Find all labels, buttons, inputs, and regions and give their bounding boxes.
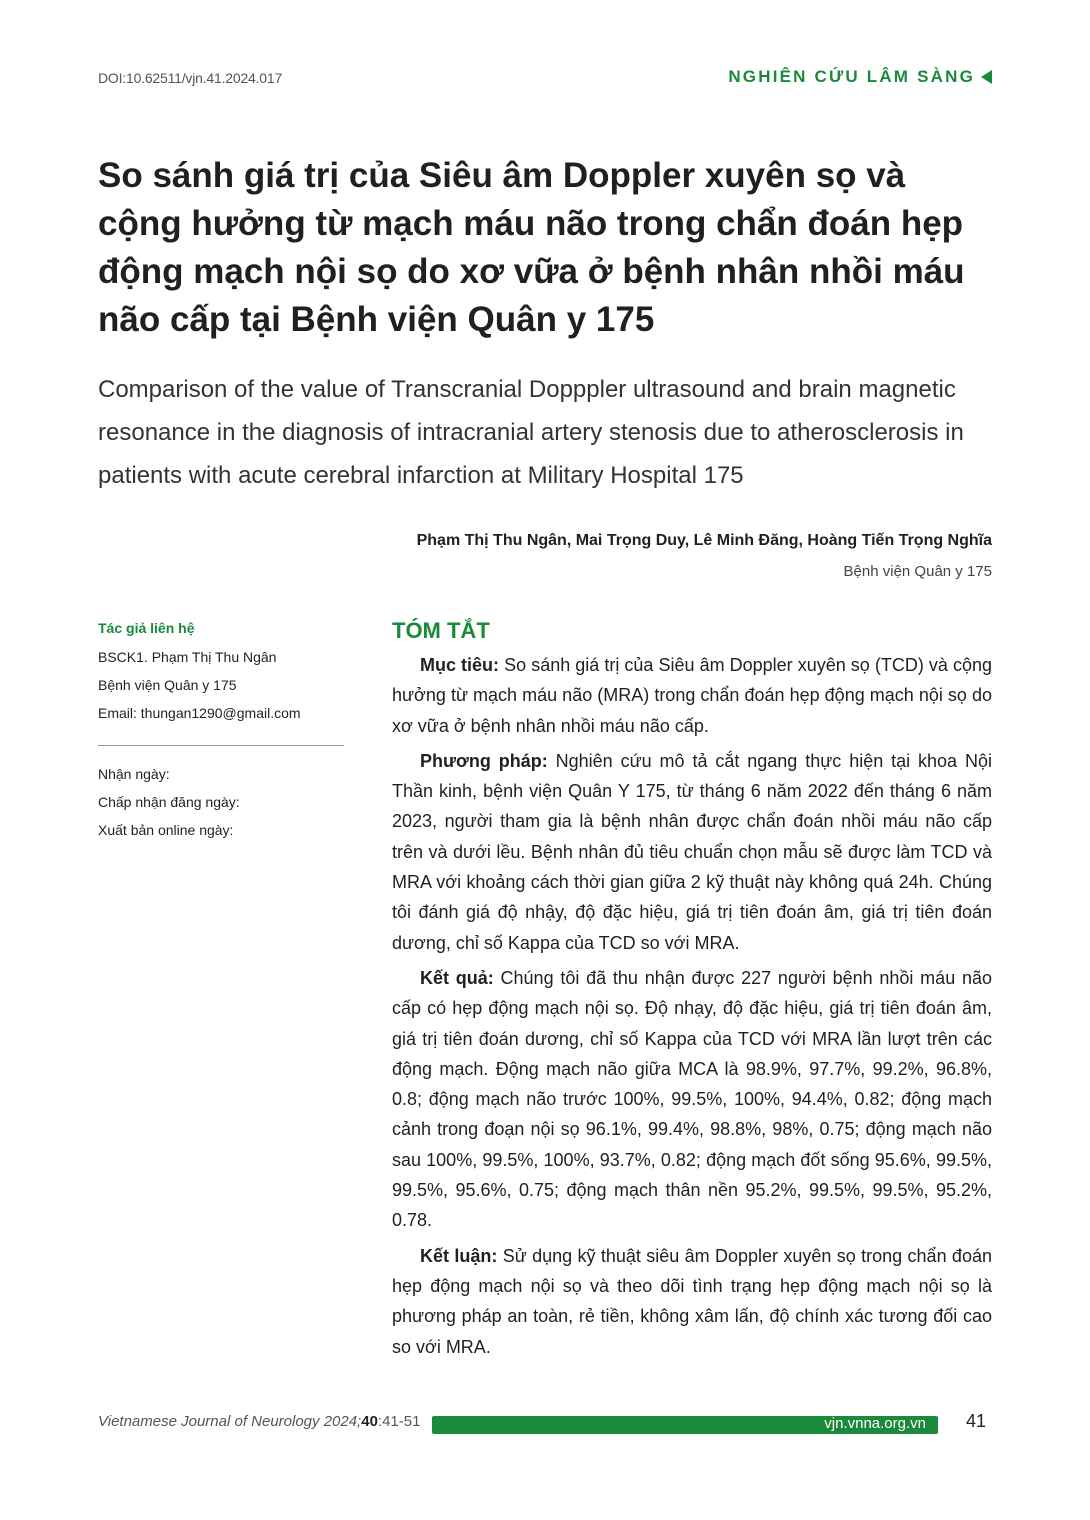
corresponding-author-org: Bệnh viện Quân y 175 [98, 677, 237, 693]
footer-bar [432, 1416, 938, 1434]
abstract-section [392, 618, 992, 1367]
article-info-sidebar [98, 620, 344, 844]
section-label: NGHIÊN CỨU LÂM SÀNG [728, 67, 975, 86]
journal-pages: :41-51 [377, 1413, 421, 1430]
section-tag [728, 67, 992, 87]
journal-name: Vietnamese Journal of Neurology 2024; [98, 1413, 362, 1430]
received-date-label: Nhận ngày: [98, 766, 170, 782]
left-triangle-icon [981, 70, 992, 84]
published-date-label: Xuất bản online ngày: [98, 822, 234, 838]
journal-url-link[interactable]: vjn.vnna.org.vn [824, 1415, 926, 1432]
abstract-objective [392, 650, 992, 741]
abstract-methods [392, 746, 992, 958]
conclusion-label: Kết luận: [420, 1245, 498, 1266]
doi-label: DOI:10.62511/vjn.41.2024.017 [98, 70, 283, 86]
methods-label: Phương pháp: [420, 750, 548, 771]
author-list: Phạm Thị Thu Ngân, Mai Trọng Duy, Lê Minh Đăng, Hoàng Tiến Trọng Nghĩa [416, 532, 992, 549]
author-affiliation: Bệnh viện Quân y 175 [843, 563, 992, 580]
corresponding-author-label: Tác giả liên hệ [98, 620, 195, 636]
corresponding-author-name: BSCK1. Phạm Thị Thu Ngân [98, 649, 277, 665]
accepted-date-label: Chấp nhận đăng ngày: [98, 794, 240, 810]
sidebar-divider [98, 745, 344, 746]
article-title-vietnamese: So sánh giá trị của Siêu âm Doppler xuyên sọ và cộng hưởng từ mạch máu não trong chẩn đoán hẹp động mạch nội sọ do xơ vữa ở bệnh nhân nhồi máu não cấp tại Bệnh viện Quân y 175 [98, 156, 965, 339]
page-number: 41 [966, 1411, 987, 1431]
objective-label: Mục tiêu: [420, 655, 500, 675]
journal-volume: 40 [361, 1413, 378, 1430]
conclusion-text: Sử dụng kỹ thuật siêu âm Doppler xuyên sọ trong chẩn đoán hẹp động mạch nội sọ và theo dõi tình trạng hẹp động mạch nội sọ là phương pháp an toàn, rẻ tiền, không xâm lấn, độ chính xác tương đối cao so với MRA. [392, 1245, 992, 1357]
results-text: Chúng tôi đã thu nhận được 227 người bệnh nhồi máu não cấp có hẹp động mạch nội sọ. Độ nhạy, độ đặc hiệu, giá trị tiên đoán âm, giá trị tiên đoán dương, chỉ số Kappa của TCD với MRA lần lượt trên các động mạch. Động mạch não giữa MCA là 98.9%, 97.7%, 99.2%, 96.8%, 0.8; động mạch não trước 100%, 99.5%, 100%, 94.4%, 0.82; động mạch cảnh trong đoạn nội sọ 96.1%, 99.4%, 98.8%, 98%, 0.75; động mạch não sau 100%, 99.5%, 100%, 93.7%, 0.82; động mạch đốt sống 95.6%, 99.5%, 99.5%, 95.6%, 0.75; động mạch thân nền 95.2%, 99.5%, 99.5%, 95.2%, 0.78. [392, 967, 992, 1231]
corresponding-author-email[interactable]: Email: thungan1290@gmail.com [98, 705, 301, 721]
abstract-results [392, 963, 992, 1236]
methods-text: Nghiên cứu mô tả cắt ngang thực hiện tại khoa Nội Thần kinh, bệnh viện Quân Y 175, từ tháng 6 năm 2022 đến tháng 6 năm 2023, người tham gia là bệnh nhân được chẩn đoán nhồi máu não cấp trên và dưới lều. Bệnh nhân đủ tiêu chuẩn chọn mẫu sẽ được làm TCD và MRA với khoảng cách thời gian giữa 2 kỹ thuật này không quá 24h. Chúng tôi đánh giá độ nhậy, độ đặc hiệu, giá trị tiên đoán âm, giá trị tiên đoán dương, chỉ số Kappa của TCD so với MRA. [392, 750, 992, 953]
abstract-conclusion [392, 1241, 992, 1362]
objective-text: So sánh giá trị của Siêu âm Doppler xuyên sọ (TCD) và cộng hưởng từ mạch máu não (MRA) trong chẩn đoán hẹp động mạch nội sọ do xơ vữa ở bệnh nhân nhồi máu não cấp. [392, 655, 993, 736]
footer-citation [98, 1413, 420, 1430]
article-title-english: Comparison of the value of Transcranial Dopppler ultrasound and brain magnetic resonance in the diagnosis of intracranial artery stenosis due to atherosclerosis in patients with acute cerebral infarction at Military Hospital 175 [98, 376, 964, 489]
results-label: Kết quả: [420, 967, 494, 988]
abstract-heading: TÓM TẮT [392, 618, 490, 643]
